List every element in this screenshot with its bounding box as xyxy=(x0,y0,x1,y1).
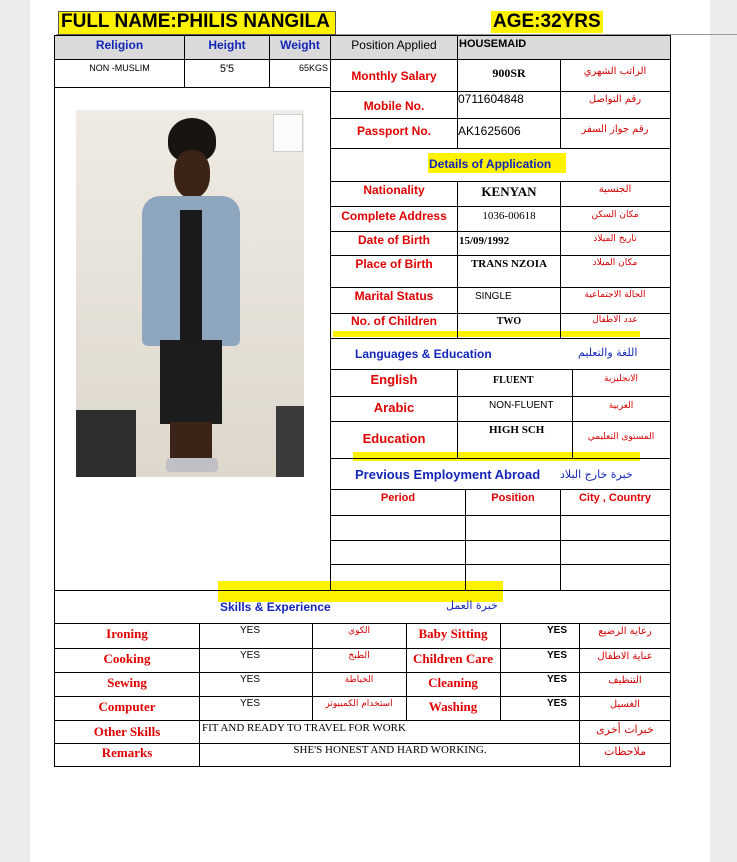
age-value: 32YRS xyxy=(540,11,601,32)
grid-line xyxy=(54,35,55,767)
marital-value: SINGLE xyxy=(475,291,512,302)
skill-ar: الكوي xyxy=(348,626,370,636)
height-value: 5'5 xyxy=(219,63,235,75)
period-header: Period xyxy=(380,492,416,504)
name-heading xyxy=(61,11,330,33)
nationality-label: Nationality xyxy=(363,183,425,197)
salary-value: 900SR xyxy=(492,66,526,80)
age-heading xyxy=(491,11,603,33)
skill-value: YES xyxy=(240,674,261,685)
grid-line xyxy=(330,148,671,149)
weight-value: 65KGS xyxy=(298,63,328,73)
grid-line xyxy=(54,35,671,36)
grid-line xyxy=(572,369,573,459)
skill-label: Washing xyxy=(428,699,478,714)
grid-line xyxy=(560,59,561,149)
grid-line xyxy=(330,369,671,370)
grid-line xyxy=(330,206,671,207)
skill-value: YES xyxy=(240,625,261,636)
languages-title-ar: اللغة والتعليم xyxy=(578,346,638,359)
pob-label: Place of Birth xyxy=(355,257,433,271)
name-label: FULL NAME: xyxy=(61,11,177,32)
age-label: AGE: xyxy=(493,11,541,32)
grid-line xyxy=(330,338,671,339)
skill-label: Ironing xyxy=(106,626,148,641)
salary-ar: الراتب الشهري xyxy=(583,66,647,77)
grid-line xyxy=(330,287,671,288)
children-value: TWO xyxy=(496,316,522,327)
english-value: FLUENT xyxy=(493,375,534,386)
position-value: HOUSEMAID xyxy=(459,38,527,50)
photo-shirt xyxy=(180,210,202,340)
remarks-label: Remarks xyxy=(101,745,153,760)
grid-line xyxy=(312,623,313,721)
marital-label: Marital Status xyxy=(354,289,434,303)
skill-ar: الغسيل xyxy=(609,699,641,710)
grid-line xyxy=(670,35,671,767)
nationality-value: KENYAN xyxy=(481,184,537,199)
grid-line xyxy=(330,515,671,516)
skill-ar: رعاية الرضيع xyxy=(598,626,652,637)
grid-line xyxy=(330,231,671,232)
photo-face xyxy=(174,150,210,198)
english-ar: الانجليزية xyxy=(604,374,638,384)
other-skills-ar: خبرات أخرى xyxy=(596,723,654,736)
skill-value: YES xyxy=(240,650,261,661)
grid-line xyxy=(330,458,671,459)
applicant-photo xyxy=(76,110,304,477)
photo-floor-left xyxy=(76,410,136,477)
grid-line xyxy=(406,623,407,721)
grid-line xyxy=(330,421,671,422)
passport-label: Passport No. xyxy=(356,124,431,138)
grid-line xyxy=(330,118,671,119)
mobile-ar: رقم التواصل xyxy=(588,94,642,105)
arabic-ar: العربية xyxy=(608,401,634,411)
skill-value: YES xyxy=(547,625,568,636)
marital-ar: الحالة الاجتماعية xyxy=(584,290,646,300)
address-ar: مكان السكن xyxy=(591,210,639,220)
salary-label: Monthly Salary xyxy=(351,69,437,83)
photo-floor-right xyxy=(276,406,304,477)
grid-line xyxy=(457,181,458,339)
skills-title: Skills & Experience xyxy=(220,600,331,614)
photo-skirt xyxy=(160,340,222,424)
grid-line xyxy=(560,489,561,591)
photo-legs xyxy=(170,422,212,462)
education-ar: المستوى التعليمي xyxy=(587,432,655,442)
skill-ar: التنظيف xyxy=(608,675,642,686)
grid-line xyxy=(199,623,200,767)
grid-line xyxy=(330,396,671,397)
children-label: No. of Children xyxy=(351,314,437,328)
languages-title: Languages & Education xyxy=(355,347,492,361)
skill-value: YES xyxy=(240,698,261,709)
grid-line xyxy=(560,181,561,339)
position-header: Position xyxy=(491,492,535,504)
mobile-label: Mobile No. xyxy=(363,99,425,113)
skills-title-ar: خبرة العمل xyxy=(446,599,498,612)
dob-ar: تاريخ الميلاد xyxy=(593,234,637,244)
grid-line xyxy=(457,59,458,149)
grid-line xyxy=(457,35,458,60)
grid-line xyxy=(465,489,466,591)
grid-line xyxy=(330,255,671,256)
photo-wall-poster xyxy=(273,114,303,152)
grid-line xyxy=(330,91,671,92)
education-highlight xyxy=(353,452,640,461)
children-highlight xyxy=(333,331,640,337)
position-label: Position Applied xyxy=(351,38,437,52)
skill-label: Baby Sitting xyxy=(418,626,488,641)
grid-line xyxy=(330,564,671,565)
grid-line xyxy=(54,59,671,60)
pob-value: TRANS NZOIA xyxy=(470,258,548,270)
grid-line xyxy=(330,489,671,490)
dob-label: Date of Birth xyxy=(358,233,430,247)
arabic-value: NON-FLUENT xyxy=(489,400,554,411)
address-label: Complete Address xyxy=(341,209,447,223)
remarks-ar: ملاحظات xyxy=(604,745,646,758)
skill-label: Computer xyxy=(98,699,156,714)
details-title: Details of Application xyxy=(429,157,552,171)
passport-value: AK1625606 xyxy=(458,124,521,138)
grid-line xyxy=(500,623,501,721)
skill-ar: عناية الاطفال xyxy=(597,651,653,662)
grid-line xyxy=(330,313,671,314)
country-header: City , Country xyxy=(578,492,652,504)
employment-title: Previous Employment Abroad xyxy=(355,467,541,482)
mobile-value: 0711604848 xyxy=(458,92,524,106)
skill-label: Cooking xyxy=(103,651,151,666)
arabic-label: Arabic xyxy=(373,400,415,415)
remarks-value: SHE'S HONEST AND HARD WORKING. xyxy=(293,744,487,756)
grid-line xyxy=(184,35,185,88)
height-label: Height xyxy=(208,38,246,52)
skill-value: YES xyxy=(547,674,568,685)
skill-value: YES xyxy=(547,650,568,661)
dob-value: 15/09/1992 xyxy=(459,235,510,247)
other-skills-value: FIT AND READY TO TRAVEL FOR WORK xyxy=(202,722,406,734)
pob-ar: مكان الميلاد xyxy=(592,258,638,268)
grid-line xyxy=(457,369,458,459)
grid-line xyxy=(330,181,671,182)
weight-label: Weight xyxy=(280,38,320,52)
religion-value: NON -MUSLIM xyxy=(89,63,150,73)
grid-line xyxy=(54,590,671,591)
religion-label: Religion xyxy=(95,38,144,52)
skill-label: Sewing xyxy=(107,675,147,690)
address-value: 1036-00618 xyxy=(482,210,536,222)
grid-line xyxy=(579,623,580,767)
english-label: English xyxy=(370,372,418,387)
grid-line xyxy=(269,35,270,88)
other-skills-label: Other Skills xyxy=(93,724,161,739)
education-value: HIGH SCH xyxy=(489,424,545,436)
skill-label: Children Care xyxy=(412,651,494,666)
employment-title-ar: خبرة خارج البلاد xyxy=(560,468,633,481)
passport-ar: رقم جواز السفر xyxy=(581,124,649,135)
skill-ar: استخدام الكمبيوتر xyxy=(325,699,393,709)
nationality-ar: الجنسية xyxy=(598,184,632,195)
grid-line xyxy=(54,87,331,88)
photo-shoes xyxy=(166,458,218,472)
education-label: Education xyxy=(362,431,426,446)
skill-ar: الخياطة xyxy=(344,675,374,685)
grid-line xyxy=(330,540,671,541)
skill-value: YES xyxy=(547,698,568,709)
children-ar: عدد الاطفال xyxy=(592,315,638,325)
name-value: PHILIS NANGILA xyxy=(176,11,330,32)
skill-ar: الطبخ xyxy=(348,651,370,661)
skill-label: Cleaning xyxy=(428,675,478,690)
